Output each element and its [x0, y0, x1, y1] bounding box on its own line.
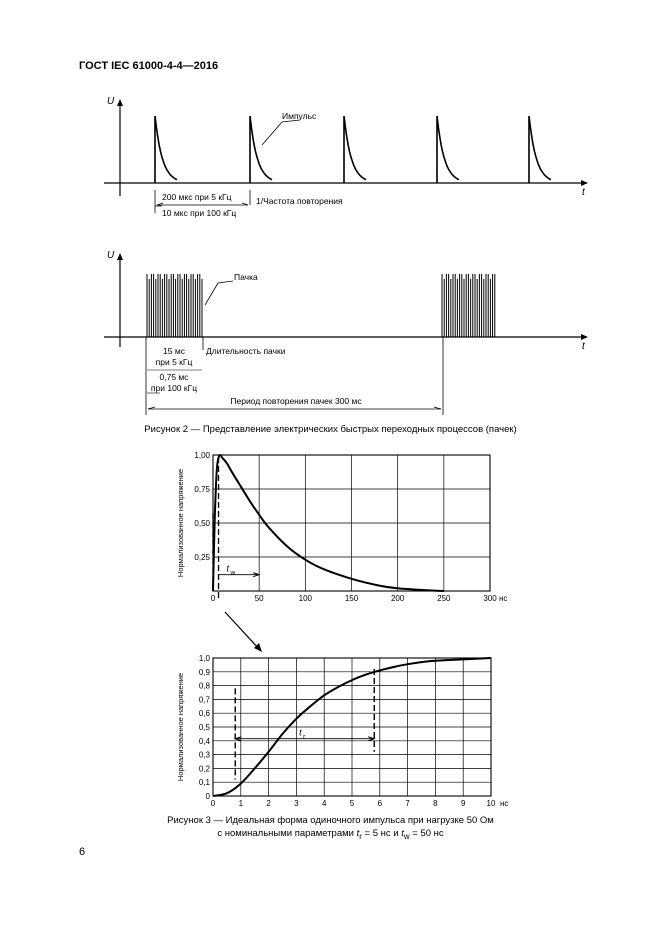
zoom-arrow — [225, 612, 262, 652]
x-tick-label: 5 — [349, 799, 355, 808]
label-075ms-freq: при 100 кГц — [150, 383, 198, 393]
chart-pulse-front — [176, 654, 508, 808]
x-tick-label: 10 — [486, 799, 496, 808]
label-10us: 10 мкс при 100 кГц — [162, 208, 237, 218]
x-tick-label: 6 — [377, 799, 383, 808]
y-tick-label: 0,8 — [198, 681, 210, 691]
x-tick-label: 300 — [483, 594, 497, 603]
x-tick-label: 0 — [210, 799, 216, 808]
y-tick-label: 0,7 — [198, 695, 210, 705]
x-tick-label: 3 — [294, 799, 299, 808]
figure3-caption — [120, 814, 541, 843]
tr-annotation-sub: r — [303, 733, 306, 741]
top-x-arrow — [581, 180, 588, 186]
top-x-label: t — [582, 187, 585, 198]
bottom-y-label: U — [107, 250, 115, 261]
label-period: Период повторения пачек 300 мс — [230, 396, 362, 406]
impulse-1 — [155, 116, 177, 183]
y-tick-label: 0,2 — [198, 764, 210, 774]
document-header: ГОСТ IEC 61000-4-4—2016 — [79, 60, 219, 72]
y-tick-label: 0,9 — [198, 667, 210, 677]
label-15ms: 15 мс — [163, 346, 185, 356]
y-tick-label: 0,1 — [198, 778, 210, 788]
x-tick-label: 1 — [238, 799, 244, 808]
burst-leader — [205, 281, 233, 305]
impulse-5 — [529, 116, 551, 183]
tr-subscript: r — [359, 831, 362, 841]
figure3-caption-line2 — [120, 827, 541, 843]
x-tick-label: 4 — [321, 799, 327, 808]
page-number: 6 — [79, 846, 86, 858]
y-tick-label: 0,3 — [198, 750, 210, 760]
impulse-train — [155, 116, 551, 183]
bottom-x-label: t — [582, 341, 585, 352]
tw-symbol: t — [401, 828, 404, 839]
y-tick-label: 0,4 — [198, 736, 210, 746]
impulse-label: Импульс — [282, 111, 317, 121]
x-tick-label: 100 — [298, 594, 313, 603]
tw-annotation: t — [226, 563, 230, 574]
top-y-arrow — [117, 99, 123, 106]
label-075ms: 0,75 мс — [159, 372, 189, 382]
x-unit-label: нс — [499, 594, 508, 603]
impulse-4 — [437, 116, 459, 183]
impulse-2 — [250, 116, 272, 183]
label-200us: 200 мкс при 5 кГц — [162, 192, 232, 202]
y-tick-label: 0,75 — [194, 485, 210, 494]
x-tick-label: 8 — [433, 799, 438, 808]
impulse-3 — [344, 116, 366, 183]
x-tick-label: 250 — [437, 594, 451, 603]
tw-annotation-sub: w — [230, 569, 236, 577]
caption-prefix: с номинальными параметрами — [217, 828, 357, 839]
y-tick-label: 1,00 — [194, 451, 210, 460]
x-tick-label: 0 — [210, 594, 216, 603]
x-tick-label: 150 — [344, 594, 359, 603]
caption-mid: = 5 нс и — [361, 828, 402, 839]
x-tick-label: 50 — [254, 594, 264, 603]
y-tick-label: 0,50 — [194, 519, 210, 528]
top-y-label: U — [107, 96, 115, 107]
label-repetition: 1/Частота повторения — [256, 196, 343, 206]
label-burst-duration: Длительность пачки — [206, 346, 286, 356]
burst-2 — [442, 274, 495, 337]
label-15ms-freq: при 5 кГц — [155, 357, 193, 367]
x-tick-label: 9 — [460, 799, 466, 808]
figure3-caption-line1: Рисунок 3 — Идеальная форма одиночного импульса при нагрузке 50 Ом — [167, 815, 494, 826]
y-axis-title: Нормализованное напряжение — [176, 672, 185, 782]
x-tick-label: 7 — [405, 799, 410, 808]
x-unit-label: нс — [500, 799, 509, 808]
caption-end: = 50 нс — [409, 828, 444, 839]
y-axis-title: Нормализованное напряжение — [176, 468, 185, 578]
tw-subscript: w — [403, 831, 410, 841]
bottom-y-arrow — [117, 253, 123, 260]
x-tick-label: 200 — [390, 594, 405, 603]
chart-pulse-shape — [176, 451, 507, 603]
bottom-x-arrow — [581, 334, 588, 340]
burst-1 — [147, 274, 202, 337]
y-tick-label: 1,0 — [198, 654, 210, 663]
burst-label: Пачка — [234, 272, 258, 282]
y-tick-label: 0,6 — [198, 709, 210, 719]
impulse-leader — [262, 120, 300, 145]
figure2-caption: Рисунок 2 — Представление электрических быстрых переходных процессов (пачек) — [144, 424, 517, 435]
y-tick-label: 0 — [205, 792, 210, 801]
x-tick-label: 2 — [266, 799, 271, 808]
y-tick-label: 0,25 — [194, 553, 210, 562]
tr-symbol: t — [356, 828, 360, 839]
tr-annotation: t — [299, 727, 302, 738]
y-tick-label: 0,5 — [198, 723, 210, 732]
